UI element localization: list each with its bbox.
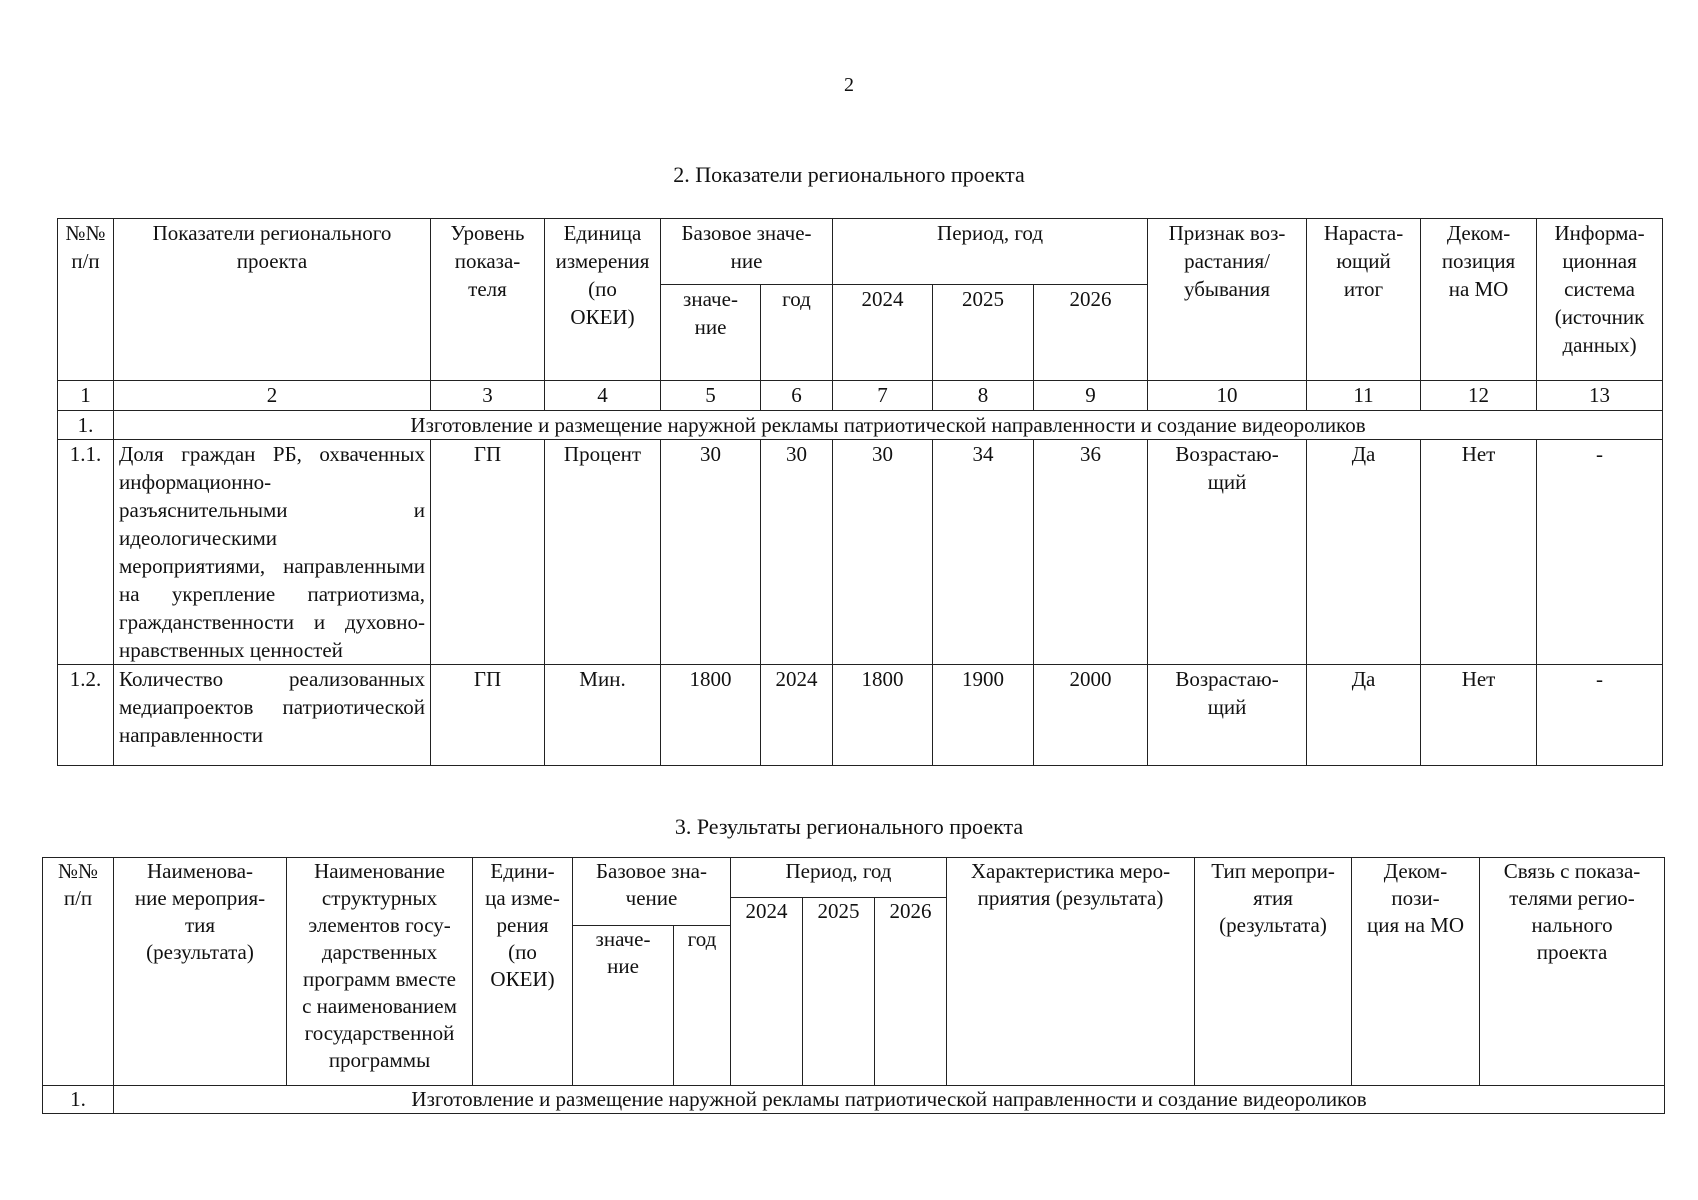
- col-number: 2: [114, 381, 431, 411]
- row-2025: 1900: [933, 665, 1034, 766]
- row-2024: 1800: [833, 665, 933, 766]
- row-2025: 34: [933, 440, 1034, 665]
- row-num: 1.1.: [58, 440, 114, 665]
- table-row: [58, 440, 1663, 665]
- results-table: [42, 857, 1665, 1114]
- header-link: Связь с показа- телями регио- нального проекта: [1480, 858, 1665, 1086]
- group-row: [58, 411, 1663, 440]
- col-number: 3: [431, 381, 545, 411]
- col-number: 6: [761, 381, 833, 411]
- row-base-value: 1800: [661, 665, 761, 766]
- header-num: №№ п/п: [58, 219, 114, 381]
- header-num: №№ п/п: [43, 858, 114, 1086]
- row-sign: Возрастаю- щий: [1148, 665, 1307, 766]
- header-base-value: значе- ние: [661, 285, 761, 381]
- header-name: Наименова- ние мероприя- тия (результата): [114, 858, 287, 1086]
- header-infosys: Информа- ционная система (источник данных): [1537, 219, 1663, 381]
- header-indicator: Показатели регионального проекта: [114, 219, 431, 381]
- table-row: [58, 665, 1663, 766]
- header-base-value: значе- ние: [573, 926, 674, 1086]
- col-number: 7: [833, 381, 933, 411]
- indicators-table: [57, 218, 1663, 766]
- section-2-title: 2. Показатели регионального проекта: [673, 162, 1025, 187]
- col-number: 4: [545, 381, 661, 411]
- header-base-year: год: [761, 285, 833, 381]
- header-2025: 2025: [933, 285, 1034, 381]
- row-base-year: 2024: [761, 665, 833, 766]
- group-num: 1.: [43, 1086, 114, 1114]
- col-number: 9: [1034, 381, 1148, 411]
- row-decomp: Нет: [1421, 440, 1537, 665]
- header-2024: 2024: [833, 285, 933, 381]
- col-number: 13: [1537, 381, 1663, 411]
- row-2026: 36: [1034, 440, 1148, 665]
- row-level: ГП: [431, 440, 545, 665]
- header-level: Уровень показа- теля: [431, 219, 545, 381]
- row-indicator-name: Доля граждан РБ, охваченных информационно-разъяснительными и идеологическими мероприятиями, направленными на укрепление патриотизма, гражданственности и духовно-нравственных ценностей: [114, 440, 431, 665]
- group-num: 1.: [58, 411, 114, 440]
- header-2026: 2026: [875, 898, 947, 1086]
- header-cumulative: Нараста- ющий итог: [1307, 219, 1421, 381]
- row-level: ГП: [431, 665, 545, 766]
- row-num: 1.2.: [58, 665, 114, 766]
- header-2025: 2025: [803, 898, 875, 1086]
- row-infosys: -: [1537, 665, 1663, 766]
- header-period: Период, год: [731, 858, 947, 898]
- header-character: Характеристика меро- приятия (результата): [947, 858, 1195, 1086]
- row-base-year: 30: [761, 440, 833, 665]
- table-header-row: [43, 858, 1665, 898]
- row-unit: Процент: [545, 440, 661, 665]
- col-number: 12: [1421, 381, 1537, 411]
- row-infosys: -: [1537, 440, 1663, 665]
- header-sign: Признак воз- растания/ убывания: [1148, 219, 1307, 381]
- column-numbers-row: [58, 381, 1663, 411]
- header-decomp: Деком- позиция на МО: [1421, 219, 1537, 381]
- header-decomp: Деком- пози- ция на МО: [1352, 858, 1480, 1086]
- col-number: 10: [1148, 381, 1307, 411]
- col-number: 11: [1307, 381, 1421, 411]
- header-base-year: год: [674, 926, 731, 1086]
- row-cumulative: Да: [1307, 665, 1421, 766]
- header-type: Тип меропри- ятия (результата): [1195, 858, 1352, 1086]
- header-2024: 2024: [731, 898, 803, 1086]
- page-number: 2: [844, 74, 854, 96]
- row-unit: Мин.: [545, 665, 661, 766]
- col-number: 8: [933, 381, 1034, 411]
- row-2024: 30: [833, 440, 933, 665]
- col-number: 5: [661, 381, 761, 411]
- group-title: Изготовление и размещение наружной рекламы патриотической направленности и создание видеороликов: [114, 1086, 1665, 1114]
- header-period: Период, год: [833, 219, 1148, 285]
- header-2026: 2026: [1034, 285, 1148, 381]
- col-number: 1: [58, 381, 114, 411]
- group-title: Изготовление и размещение наружной рекламы патриотической направленности и создание видеороликов: [114, 411, 1663, 440]
- table-header-row: [58, 219, 1663, 285]
- section-3-title: 3. Результаты регионального проекта: [674, 814, 1024, 839]
- group-row: [43, 1086, 1665, 1114]
- header-struct: Наименование структурных элементов госу- дарственных программ вместе с наименованием государственной программы: [287, 858, 473, 1086]
- row-2026: 2000: [1034, 665, 1148, 766]
- row-cumulative: Да: [1307, 440, 1421, 665]
- row-decomp: Нет: [1421, 665, 1537, 766]
- header-base: Базовое зна- чение: [573, 858, 731, 926]
- header-base: Базовое значе- ние: [661, 219, 833, 285]
- header-unit: Едини- ца изме- рения (по ОКЕИ): [473, 858, 573, 1086]
- header-unit: Единица измерения (по ОКЕИ): [545, 219, 661, 381]
- row-sign: Возрастаю- щий: [1148, 440, 1307, 665]
- row-indicator-name: Количество реализованных медиапроектов патриотической направленности: [114, 665, 431, 766]
- row-base-value: 30: [661, 440, 761, 665]
